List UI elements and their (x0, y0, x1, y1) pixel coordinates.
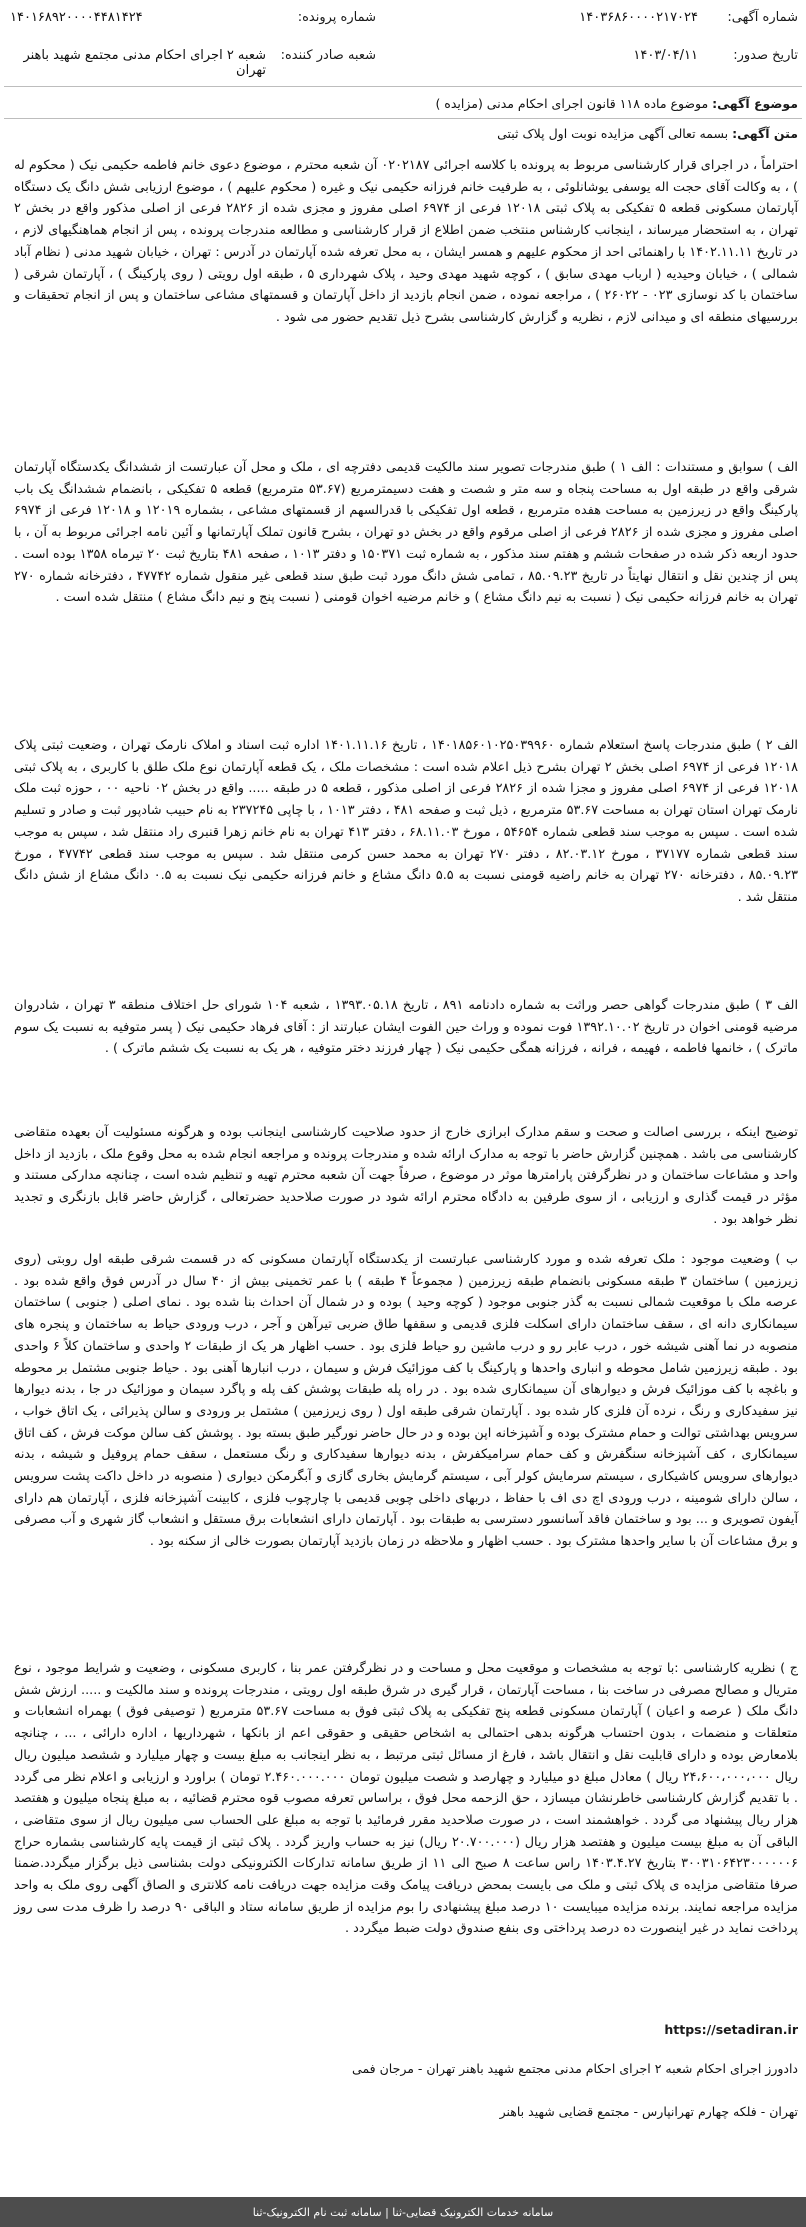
paragraph-section-b: ب ) وضعیت موجود : ملک تعرفه شده و مورد کارشناسی عبارتست از یکدستگاه آپارتمان مسکونی که در قسمت شرقی طبقه اول روبتی (روی زیرزمین ) ساختمان ۳ طبقه مسکونی بانضمام طبقه زیرزمین ( مجموعاً ۴ طبقه ) با عمر تخمینی بیش از ۴۰ سال در آدرس فوق واقع شده بود . عرصه ملک با موقعیت شمالی نسبت به گذر جنوبی موجود ( کوچه وحید ) بوده و در شمال آن احداث بنا شده بود . نمای اصلی ( جنوبی ) ساختمان سیمانکاری دانه ای ، سقف ساختمان دارای اسکلت فلزی قدیمی و سقفها طاق ضربی تیرآهن و آجر ، درب ورودی حیاط به ساختمان و پنجره های منصوبه در نما آهنی شیشه خور ، درب عابر رو و درب ماشین رو حیاط فلزی بود . حسب اظهار هر یک از طبقات ۲ واحدی و ساختمان کلاً ۶ واحدی بود . طبقه زیرزمین شامل محوطه و انباری واحدها و پارکینگ با کف موزائیک فرش و سیمان ، درب انبارها آهنی بود . حیاط جنوبی مشتمل بر محوطه و باغچه با کف موزائیک فرش و دیوارهای آن سیمانکاری شده بود . در راه پله طبقات پوشش کف پله و پاگرد سیمان و موزائیک در جا ، بدنه دیوارها نیز سفیدکاری و رنگ ، نرده آن فلزی کار شده بود . آپارتمان شرقی طبقه اول ( روی زیرزمین ) مشتمل بر ورودی و سالن پذیرائی ، یک اتاق خواب ، سرویس بهداشتی توالت و حمام مشترک بوده و آشپزخانه اپن بوده و در حال حاضر نورگیر طبق بسته بود . پوشش کف سالن موکت فرش ، کف اتاق سیمانکاری ، کف آشپزخانه سنگفرش و کف حمام سرامیکفرش ، بدنه دیوارها سفیدکاری و رنگ مستعمل ، سقف حمام پروفیل و شیشه ، بدنه دیوارهای سرویس کاشیکاری ، سیستم سرمایش کولر آبی ، سیستم گرمایش بخاری گازی و آبگرمکن دیواری ( منصوبه در داخل داکت پشت سرویس ، سالن دارای شومینه ، درب ورودی اچ دی اف با حفاظ ، دربهای داخلی چوبی قدیمی با چارچوب فلزی ، کابینت آشپزخانه فلزی ، آپارتمان هم دارای آیفون تصویری و ... بود و ساختمان فاقد آسانسور دسترسی به طبقات بود . آپارتمان دارای انشعابات برق مستقل و انشعاب گاز شهری و آب مصرفی و برق مشاعات آن با سایر واحدها مشترک بود . حسب اظهار و ملاحظه در زمان بازدید آپارتمان بصورت خالی از سکنه بود . (14, 1252, 799, 1550)
footer-bar (0, 2197, 806, 2227)
footer-text[interactable]: سامانه خدمات الکترونیک قضایی-ثنا | سامانه ثبت نام الکترونیک-ثنا (252, 2205, 554, 2219)
paragraph-intro: احتراماً ، در اجرای قرار کارشناسی مربوط به پرونده با کلاسه اجرائی ۰۲۰۲۱۸۷ آن شعبه محترم ، موضوع دعوی خانم فاطمه حکیمی نیک ( محکوم له ) ، به وکالت آقای حجت اله یوسفی یوشانلوئی ، به طرفیت خانم فرزانه حکیمی نیک و غیره ( محکوم علیهم ) ، موضوع ارزیابی شش دانگ یک دستگاه آپارتمان مسکونی قطعه ۵ تفکیکی به پلاک ثبتی ۱۲۰۱۸ فرعی از ۶۹۷۴ اصلی مفروز و مجزی شده از ۲۸۲۶ فرعی از اصلی مذکور واقع در بخش ۲ تهران ، به استحضار میرساند ، اینجانب کارشناس منتخب ضمن اطلاع از قرار کارشناسی و مطالعه مندرجات پرونده ، پس از انجام هماهنگیهای لازم ، در تاریخ ۱۴۰۲.۱۱.۱۱ با راهنمائی احد از محکوم علیهم و همسر ایشان ، به محل تعرفه شده آپارتمان در آدرس : تهران ، خیابان شهید مدنی ( نظام آباد شمالی ) ، خیابان وحیدیه ( ارباب مهدی سابق ) ، کوچه شهید مهدی وحید ، پلاک شهرداری ۵ ، طبقه اول رویتی ( روی پارکینگ ) ، آپارتمان شرقی ( ساختمان با کد نوسازی ۰۲۳ - ۲۶۰۲۲ ) ، مراجعه نموده ، ضمن انجام بازدید از داخل آپارتمان و قسمتهای مشاعی ساختمان و پس از انجام تحقیقات و بررسیهای منطقه ای و میدانی لازم ، نظریه و گزارش کارشناسی بشرح ذیل تقدیم حضور می شود . (14, 158, 799, 325)
ad-text-label: متن آگهی: (732, 126, 798, 141)
signature-line-2: تهران - فلکه چهارم تهرانپارس - مجتمع قضایی شهید باهنر (499, 2104, 798, 2119)
case-number-label: شماره پرونده: (297, 10, 376, 25)
issuing-branch: شعبه ۲ اجرای احکام مدنی مجتمع شهید باهنر تهران (23, 48, 266, 78)
subject-line (435, 96, 798, 111)
paragraph-section-a2: الف ۲ ) طبق مندرجات پاسخ استعلام شماره ۱۴۰۱۸۵۶۰۱۰۲۵۰۳۹۹۶۰ ، تاریخ ۱۴۰۱.۱۱.۱۶ اداره ثبت اسناد و املاک نارمک تهران ، وضعیت ثبتی پلاک ۱۲۰۱۸ فرعی از ۶۹۷۴ اصلی بخش ۲ تهران بشرح ذیل اعلام شده است : مشخصات ملک ، یک قطعه آپارتمان نوع ملک طلق با کاربری ، به پلاک ثبتی ۱۲۰۱۸ فرعی از ۶۹۷۴ اصلی مفروز و مجزا شده از ۲۸۲۶ فرعی از اصلی مذکور ، قطعه ۵ در طبقه ..... واقع در بخش ۰۲ ناحیه ۰۰ ، حوزه ثبت ملک نارمک تهران استان تهران به مساحت ۵۳.۶۷ مترمربع ، ذیل ثبت و صفحه ۴۸۱ ، دفتر ۱۰۱۳ ، با چاپی ۲۳۷۲۴۵ به نام حبیب شادپور ثبت و صادر و تسلیم شده است . سپس به موجب سند قطعی شماره ۵۴۶۵۴ ، مورخ ۶۸.۱۱.۰۳ ، دفتر ۴۱۳ تهران به نام خانم زهرا قنبری راد منتقل شد ، سپس به موجب سند قطعی شماره ۳۷۱۷۷ ، مورخ ۸۲.۰۳.۱۲ ، دفتر ۲۷۰ تهران به محمد حسن کرمی منتقل شد . سپس به موجب سند قطعی ۴۷۷۴۲ ، مورخ ۸۵.۰۹.۲۳ ، دفترخانه ۲۷۰ تهران به خانم راضیه قومنی نسبت به ۵.۵ دانگ مشاع و خانم فرزانه حکیمی نیک نسبت به ۰.۵ دانگ مشاع از شش دانگ منتقل شد . (14, 738, 799, 905)
paragraph-section-c: ج ) نظریه کارشناسی :با توجه به مشخصات و موقعیت محل و مساحت و در نظرگرفتن عمر بنا ، کاربری مسکونی ، وضعیت و شرایط موجود ، نوع متریال و مصالح مصرفی در ساخت بنا ، مساحت آپارتمان ، قرار گیری در شرق طبقه اول رویتی ، مندرجات پرونده و سند مالکیت و ..... ارزش شش دانگ ملک ( عرصه و اعیان ) آپارتمان مسکونی قطعه پنج تفکیکی به پلاک ثبتی فوق به مساحت ۵۳.۶۷ مترمربع ( توصیفی فوق ) بهمراه انشعابات و متعلقات و منضمات ، بدون احتساب هرگونه بدهی احتمالی به اشخاص حقیقی و حقوقی اعم از بانکها ، شهرداریها ، اداره دارائی ، ... ، چنانچه بلامعارض بوده و دارای قابلیت نقل و انتقال باشد ، فارغ از مسائل ثبتی مرتبط ، به نظر اینجانب به مبلغ بیست و چهار میلیارد و ششصد میلیون ریال ریال ۲۴،۶۰۰،۰۰۰،۰۰۰ ریال ) معادل مبلغ دو میلیارد و چهارصد و شصت میلیون تومان ۲.۴۶۰.۰۰۰.۰۰۰ تومان ) براورد و ارزیابی و اعلام نظر می گردد . با تقدیم گزارش کارشناسی خاطرنشان میسازد ، حق الزحمه محل فوق ، براساس تعرفه مصوب قوه محترم قضائیه ، به مبلغ پنجاه میلیون و هفتصد هزار ریال پیشنهاد می گردد . خواهشمند است ، در صورت صلاحدید مقرر فرمائید با توجه به مبلغ علی الحساب سی میلیون ریال از سوی متقاضی ، الباقی آن به مبلغ بیست میلیون و هفتصد هزار ریال (۲۰.۷۰۰.۰۰۰ ریال) نیز به حساب واریز گردد . پلاک ثبتی از قیمت پایه کارشناسی بشماره حراج ۳۰۰۳۱۰۶۴۲۳۰۰۰۰۰۰۶ بتاریخ ۱۴۰۳.۴.۲۷ راس ساعت ۸ صبح الی ۱۱ از طریق سامانه تدارکات الکترونیکی دولت بشناسی ذیل برگزار میگردد.ضمنا صرفا متقاضی مزایده ی پلاک ثبتی و ملک می بایست بمحض دریافت پیامک وقت مزایده جهت دریافت نامه کلانتری و الصاق آگهی روی ملک به واحد مزایده مراجعه نمایند. برنده مزایده میبایست ۱۰ درصد مبلغ پیشنهادی را بوم مزایده از طریق سامانه ستاد و الباقی ۹۰ درصد را ظرف مدت سی روز پرداخت نماید در غیر اینصورت ده درصد پرداختی وی بنفع صندوق دولت ضبط میگردد . (14, 1661, 798, 1937)
subject-text: موضوع ماده ۱۱۸ قانون اجرای احکام مدنی (مزایده ) (435, 96, 709, 111)
signature-line-1: دادورز اجرای احکام شعبه ۲ اجرای احکام مدنی مجتمع شهید باهنر تهران - مرجان فمی (352, 2061, 798, 2076)
website-link[interactable]: https://setadiran.ir (664, 2022, 798, 2037)
paragraph-disclaimer: توضیح اینکه ، بررسی اصالت و صحت و سقم مدارک ابرازی خارج از حدود صلاحیت کارشناسی اینجانب بوده و هرگونه مسئولیت آن بعهده متقاضی کارشناسی می باشد . همچنین گزارش حاضر با توجه به مدارک ارائه شده و مندرجات پرونده و مراجعه انجام شده به محل وقوع ملک ، بازدید از داخل واحد و مشاعات ساختمان و در نظرگرفتن پارامترها موثر در موضوع ، صرفاً جهت آن شعبه محترم تهیه و تنظیم شده است ، چنانچه مدارکی مستند و مؤثر در قیمت گذاری و ارزیابی ، از سوی طرفین به دادگاه محترم ارائه شود در صورت صلاحدید حضرتعالی ، گزارش حاضر قابل بازنگری و تجدید نظر خواهد بود . (14, 1125, 798, 1227)
case-number: ۱۴۰۱۶۸۹۲۰۰۰۰۴۴۸۱۴۲۴ (10, 10, 143, 25)
header-row-2 (0, 48, 806, 78)
issue-date: ۱۴۰۳/۰۴/۱۱ (633, 48, 698, 63)
ad-title-line (497, 126, 798, 141)
paragraph-section-a3: الف ۳ ) طبق مندرجات گواهی حصر وراثت به شماره دادنامه ۸۹۱ ، تاریخ ۱۳۹۳.۰۵.۱۸ ، شعبه ۱۰۴ شورای حل اختلاف منطقه ۳ تهران ، شادروان مرضیه قومنی اخوان در تاریخ ۱۳۹۲.۱۰.۰۲ فوت نموده و وراث حین الفوت ایشان عبارتند از : آقای فرهاد حکیمی نیک ( پسر متوفیه به نسبت یک سوم ماترک ) ، خانمها فاطمه ، فهیمه ، فرانه ، فرزانه همگی حکیمی نیک ( چهار فرزند دختر متوفیه ، هر یک به نسبت یک ششم ماترک ) . (14, 998, 799, 1057)
ad-number: ۱۴۰۳۶۸۶۰۰۰۰۲۱۷۰۲۴ (579, 10, 698, 25)
ad-text-title: بسمه تعالی آگهی مزایده نوبت اول پلاک ثبتی (497, 126, 729, 141)
subject-label: موضوع آگهی: (712, 96, 798, 111)
issue-date-label: تاریخ صدور: (733, 48, 798, 63)
ad-number-label: شماره آگهی: (727, 10, 798, 25)
subject-divider (4, 118, 802, 119)
header-row-1 (0, 10, 806, 28)
paragraph-section-a1: الف ) سوابق و مستندات : الف ۱ ) طبق مندرجات تصویر سند مالکیت قدیمی دفترچه ای ، ملک و محل آن عبارتست از ششدانگ یکدستگاه آپارتمان شرقی واقع در طبقه اول به مساحت پنجاه و سه متر و شصت و هفت دسیمترمربع (۵۳.۶۷ مترمربع) قطعه ۵ تفکیکی ، بانضمام ششدانگ یک باب پارکینگ واقع در زیرزمین به مساحت هفده مترمربع ، قطعه اول تفکیکی با قدرالسهم از قسمتهای مشاعی ، بشماره ۱۲۰۱۹ و ۱۲۰۱۸ فرعی از ۶۹۷۴ اصلی مفروز و مجزی شده از ۲۸۲۶ فرعی از اصلی مرقوم واقع در بخش دو تهران ، بشرح قانون تملک آپارتمانها و آئین نامه اجرائی مربوط به آن ، با حدود اربعه ذکر شده در صفحات ششم و هفتم سند مذکور ، به شماره ثبت ۱۵۰۳۷۱ و دفتر ۱۰۱۳ ، صفحه ۴۸۱ بتاریخ ثبت ۲۰ تیرماه ۱۳۵۸ بوده است . پس از چندین نقل و انتقال نهایتاً در تاریخ ۸۵.۰۹.۲۳ ، تمامی شش دانگ مورد ثبت طبق سند قطعی غیر منقول شماره ۴۷۷۴۲ ، دفترخانه شماره ۲۷۰ تهران به خانم فرزانه حکیمی نیک ( نسبت به نیم دانگ مشاع ) و خانم مرضیه اخوان قومنی ( نسبت پنج و نیم دانگ مشاع ) منتقل شده است . (14, 460, 799, 606)
issuing-branch-label: شعبه صادر کننده: (280, 48, 376, 63)
header-divider (4, 86, 802, 87)
